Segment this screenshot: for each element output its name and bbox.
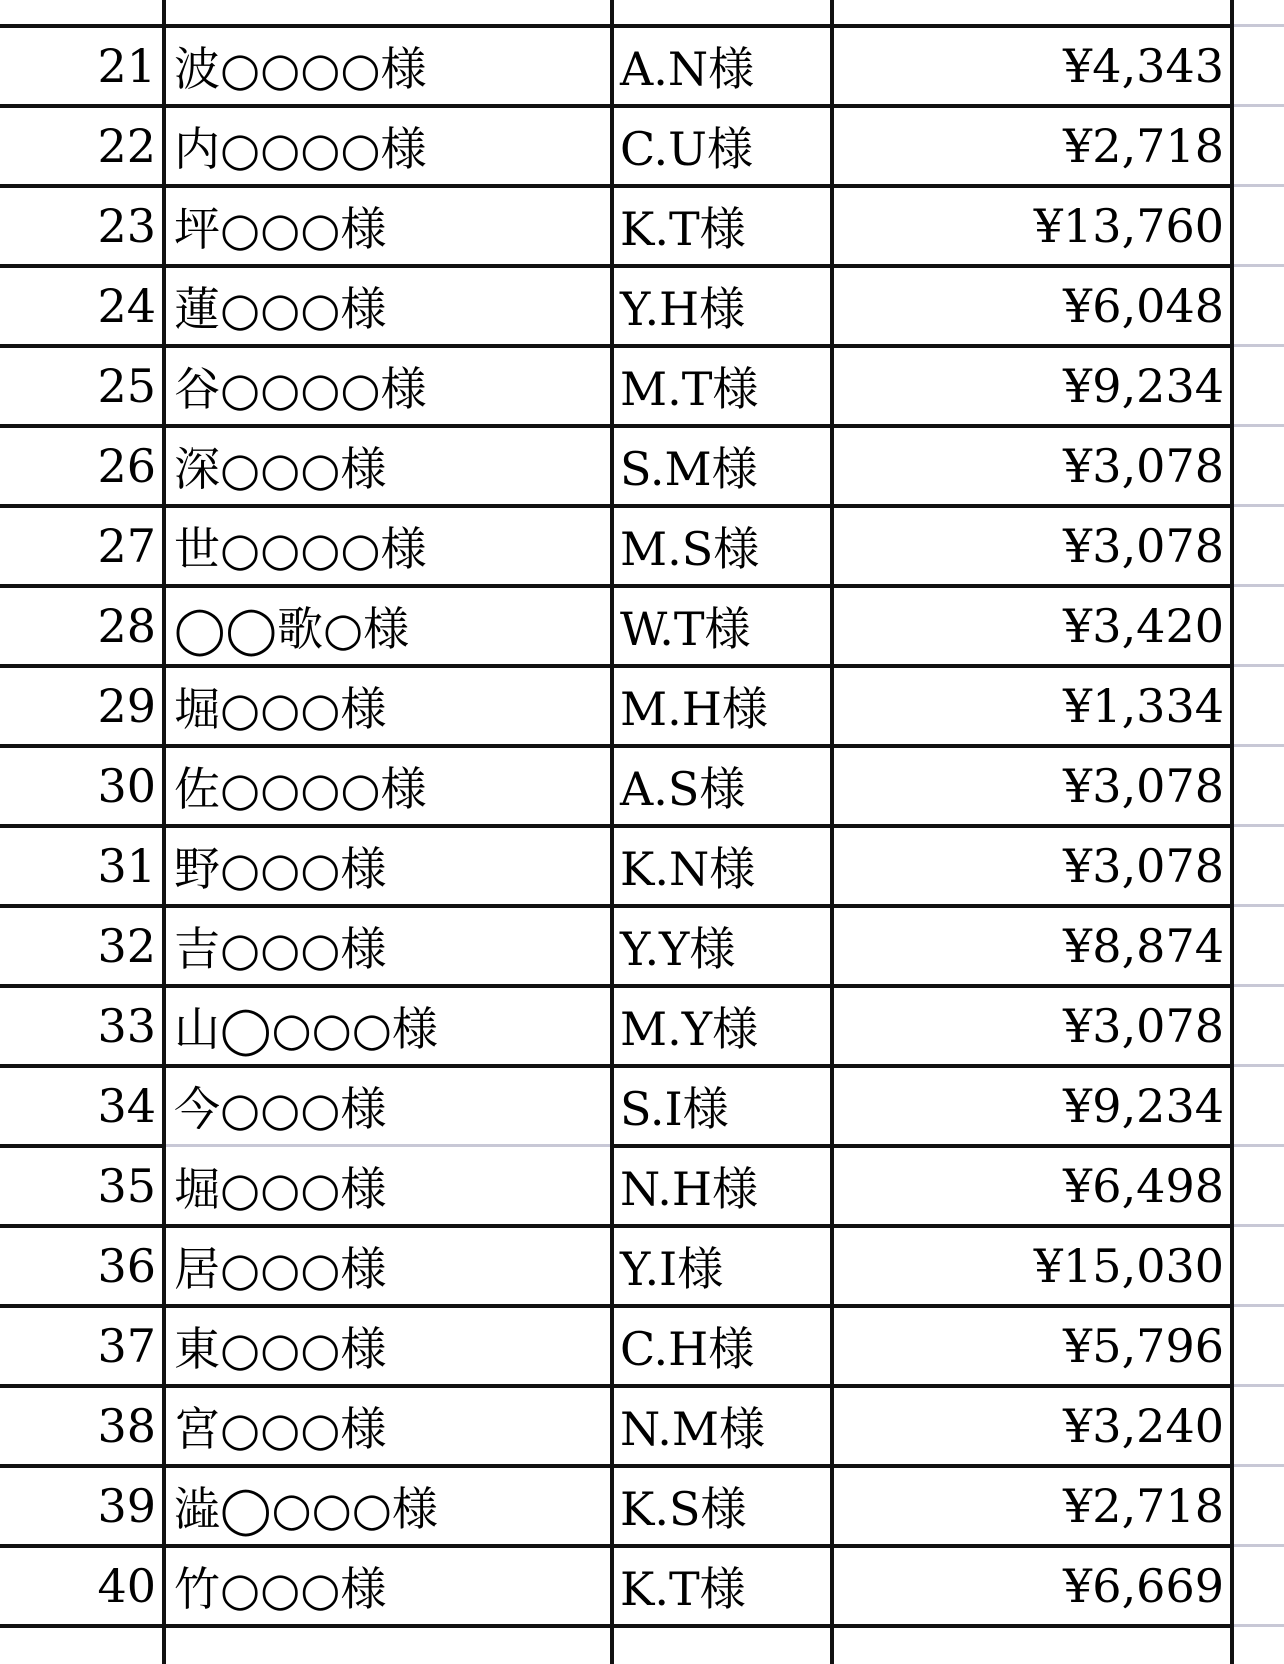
row-number-cell[interactable]: 36 <box>97 1239 156 1293</box>
amount-cell[interactable]: ¥3,240 <box>1063 1399 1224 1453</box>
table-row[interactable] <box>0 26 1284 106</box>
initials-cell[interactable]: M.S様 <box>620 522 760 576</box>
table-row[interactable] <box>0 506 1284 586</box>
amount-cell[interactable]: ¥3,420 <box>1063 599 1224 653</box>
amount-cell[interactable]: ¥3,078 <box>1063 519 1224 573</box>
row-number-cell[interactable]: 39 <box>97 1479 156 1533</box>
initials-cell[interactable]: S.M様 <box>620 442 758 496</box>
amount-cell[interactable]: ¥3,078 <box>1063 759 1224 813</box>
row-number-cell[interactable]: 29 <box>97 679 156 733</box>
customer-name-cell[interactable]: 坪○○○様 <box>174 202 387 256</box>
row-number-cell[interactable]: 27 <box>97 519 156 573</box>
table-row[interactable] <box>0 826 1284 906</box>
row-number-cell[interactable]: 30 <box>97 759 156 813</box>
amount-cell[interactable]: ¥9,234 <box>1063 359 1224 413</box>
row-number-cell[interactable]: 21 <box>97 39 156 93</box>
row-number-cell[interactable]: 33 <box>97 999 156 1053</box>
table-row[interactable] <box>0 1066 1284 1146</box>
initials-cell[interactable]: A.S様 <box>620 762 746 816</box>
row-number-cell[interactable]: 25 <box>97 359 156 413</box>
table-row[interactable] <box>0 586 1284 666</box>
row-number-cell[interactable]: 40 <box>97 1559 156 1613</box>
initials-cell[interactable]: A.N様 <box>620 42 755 96</box>
customer-name-cell[interactable]: 深○○○様 <box>174 442 387 496</box>
row-number-cell[interactable]: 34 <box>97 1079 156 1133</box>
customer-name-cell[interactable]: 澁◯○○○様 <box>174 1482 438 1536</box>
table-row[interactable] <box>0 1226 1284 1306</box>
amount-cell[interactable]: ¥2,718 <box>1063 119 1224 173</box>
row-number-cell[interactable]: 22 <box>97 119 156 173</box>
initials-cell[interactable]: K.T様 <box>620 202 746 256</box>
customer-name-cell[interactable]: 蓮○○○様 <box>174 282 387 336</box>
amount-cell[interactable]: ¥4,343 <box>1063 39 1224 93</box>
customer-name-cell[interactable]: ◯◯歌○様 <box>174 602 410 656</box>
amount-cell[interactable]: ¥5,796 <box>1063 1319 1224 1373</box>
initials-cell[interactable]: C.U様 <box>620 122 753 176</box>
initials-cell[interactable]: N.M様 <box>620 1402 766 1456</box>
amount-cell[interactable]: ¥13,760 <box>1033 199 1224 253</box>
amount-cell[interactable]: ¥6,048 <box>1063 279 1224 333</box>
customer-name-cell[interactable]: 山◯○○○様 <box>174 1002 438 1056</box>
customer-name-cell[interactable]: 今○○○様 <box>174 1082 387 1136</box>
customer-name-cell[interactable]: 堀○○○様 <box>174 1162 387 1216</box>
row-number-cell[interactable]: 23 <box>97 199 156 253</box>
customer-name-cell[interactable]: 竹○○○様 <box>174 1562 387 1616</box>
table-row[interactable] <box>0 666 1284 746</box>
row-number-cell[interactable]: 28 <box>97 599 156 653</box>
table-row[interactable] <box>0 746 1284 826</box>
customer-name-cell[interactable]: 波○○○○様 <box>174 42 427 96</box>
initials-cell[interactable]: Y.Y様 <box>620 922 736 976</box>
amount-cell[interactable]: ¥2,718 <box>1063 1479 1224 1533</box>
table-row[interactable] <box>0 1466 1284 1546</box>
initials-cell[interactable]: Y.I様 <box>620 1242 724 1296</box>
table-row[interactable] <box>0 1306 1284 1386</box>
row-number-cell[interactable]: 38 <box>97 1399 156 1453</box>
table-row[interactable] <box>0 266 1284 346</box>
column-border-2 <box>610 0 614 1664</box>
table-row[interactable] <box>0 106 1284 186</box>
row-number-cell[interactable]: 31 <box>97 839 156 893</box>
initials-cell[interactable]: W.T様 <box>620 602 751 656</box>
initials-cell[interactable]: K.N様 <box>620 842 756 896</box>
amount-cell[interactable]: ¥8,874 <box>1063 919 1224 973</box>
row-number-cell[interactable]: 37 <box>97 1319 156 1373</box>
table-row[interactable] <box>0 186 1284 266</box>
row-border <box>0 1624 1232 1628</box>
table-row[interactable] <box>0 426 1284 506</box>
initials-cell[interactable]: M.Y様 <box>620 1002 759 1056</box>
customer-name-cell[interactable]: 内○○○○様 <box>174 122 427 176</box>
amount-cell[interactable]: ¥3,078 <box>1063 999 1224 1053</box>
column-border-3 <box>830 0 834 1664</box>
table-row[interactable] <box>0 346 1284 426</box>
initials-cell[interactable]: K.S様 <box>620 1482 747 1536</box>
customer-name-cell[interactable]: 堀○○○様 <box>174 682 387 736</box>
amount-cell[interactable]: ¥15,030 <box>1033 1239 1224 1293</box>
initials-cell[interactable]: K.T様 <box>620 1562 746 1616</box>
customer-name-cell[interactable]: 吉○○○様 <box>174 922 387 976</box>
initials-cell[interactable]: Y.H様 <box>620 282 746 336</box>
table-row[interactable] <box>0 1546 1284 1626</box>
customer-name-cell[interactable]: 世○○○○様 <box>174 522 427 576</box>
amount-cell[interactable]: ¥6,669 <box>1063 1559 1224 1613</box>
customer-name-cell[interactable]: 宮○○○様 <box>174 1402 387 1456</box>
amount-cell[interactable]: ¥3,078 <box>1063 439 1224 493</box>
amount-cell[interactable]: ¥6,498 <box>1063 1159 1224 1213</box>
customer-name-cell[interactable]: 佐○○○○様 <box>174 762 427 816</box>
gridline <box>1234 1624 1284 1627</box>
initials-cell[interactable]: M.T様 <box>620 362 759 416</box>
column-border-4 <box>1230 0 1234 1664</box>
row-number-cell[interactable]: 24 <box>97 279 156 333</box>
row-number-cell[interactable]: 35 <box>97 1159 156 1213</box>
initials-cell[interactable]: M.H様 <box>620 682 768 736</box>
table-row[interactable] <box>0 1386 1284 1466</box>
column-border-1 <box>162 0 166 1664</box>
table-row[interactable] <box>0 906 1284 986</box>
table-row[interactable] <box>0 986 1284 1066</box>
amount-cell[interactable]: ¥9,234 <box>1063 1079 1224 1133</box>
initials-cell[interactable]: S.I様 <box>620 1082 729 1136</box>
customer-name-cell[interactable]: 居○○○様 <box>174 1242 387 1296</box>
customer-name-cell[interactable]: 野○○○様 <box>174 842 387 896</box>
amount-cell[interactable]: ¥1,334 <box>1063 679 1224 733</box>
initials-cell[interactable]: C.H様 <box>620 1322 755 1376</box>
customer-name-cell[interactable]: 谷○○○○様 <box>174 362 427 416</box>
row-number-cell[interactable]: 32 <box>97 919 156 973</box>
table-row[interactable] <box>0 1146 1284 1226</box>
customer-name-cell[interactable]: 東○○○様 <box>174 1322 387 1376</box>
initials-cell[interactable]: N.H様 <box>620 1162 759 1216</box>
row-number-cell[interactable]: 26 <box>97 439 156 493</box>
amount-cell[interactable]: ¥3,078 <box>1063 839 1224 893</box>
